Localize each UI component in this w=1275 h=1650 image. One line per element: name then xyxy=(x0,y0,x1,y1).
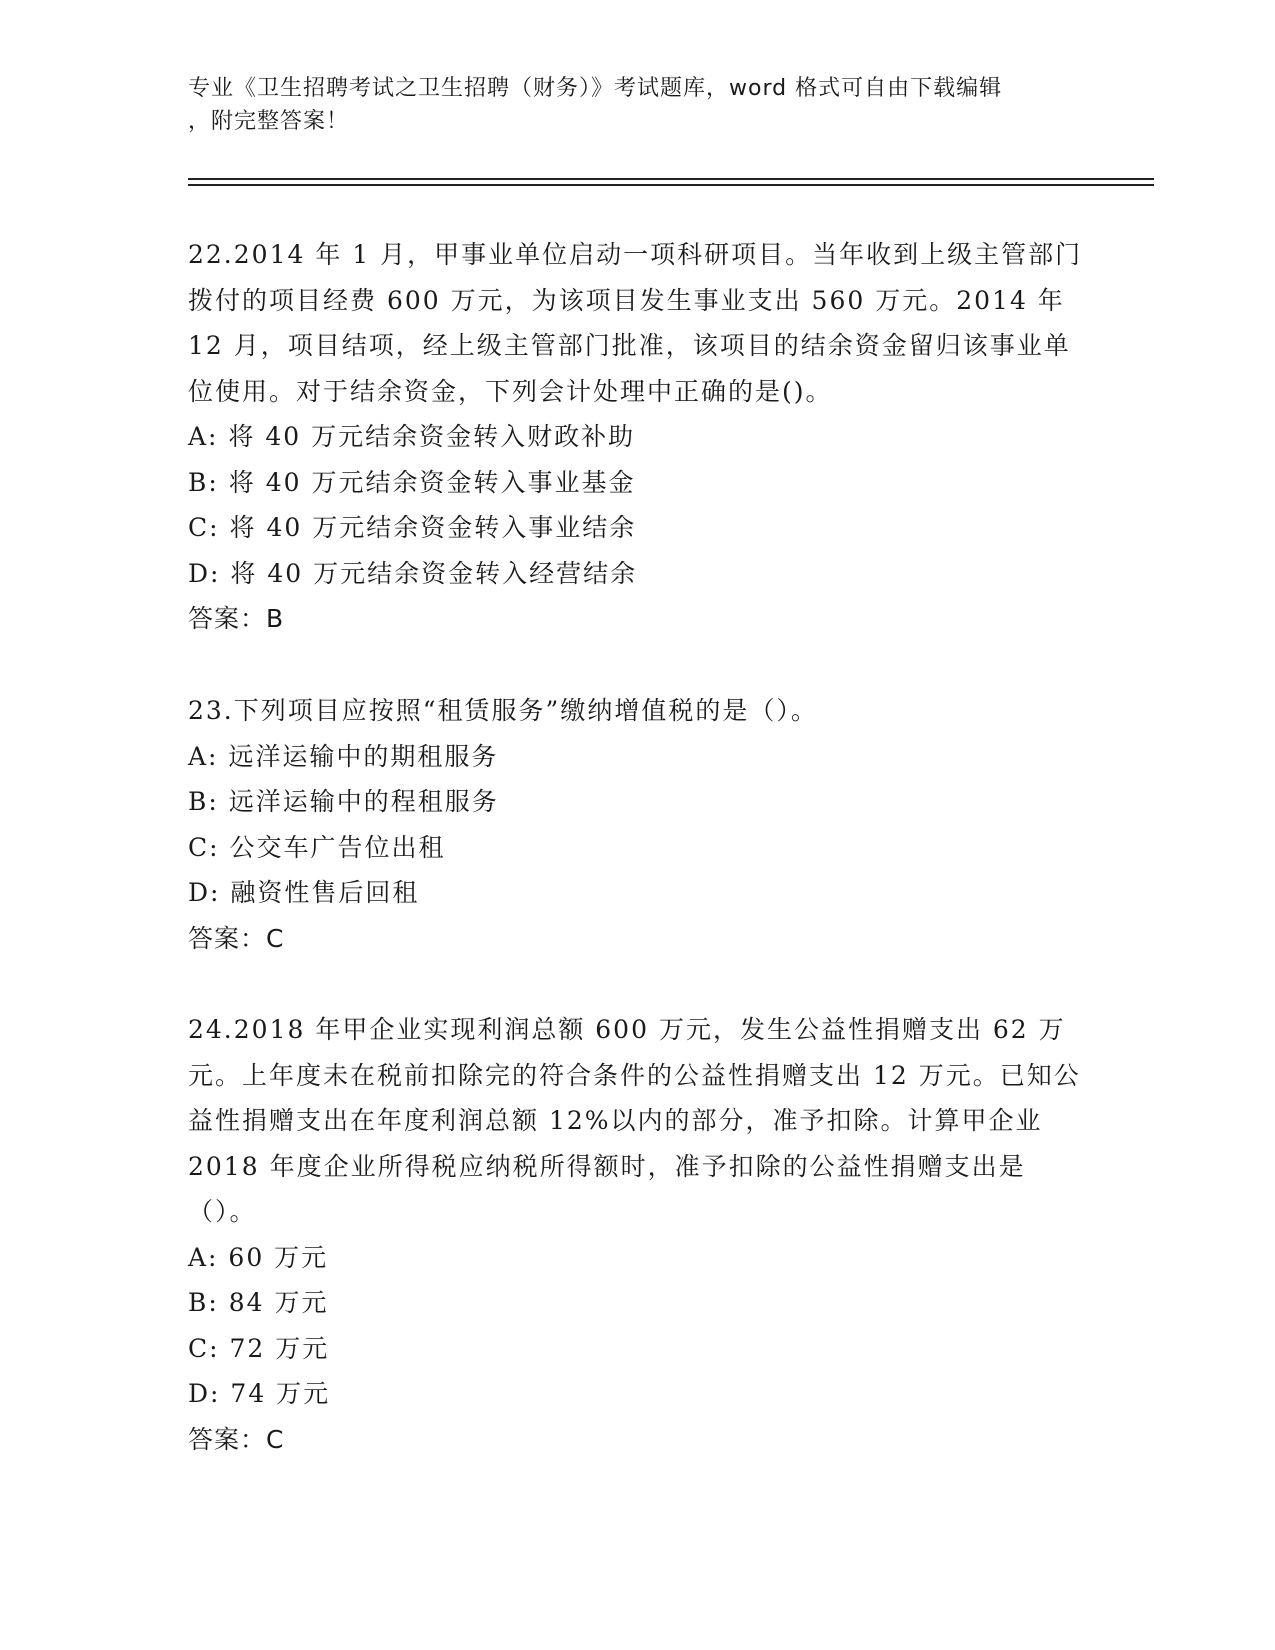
question-text: 22.2014 年 1 月，甲事业单位启动一项科研项目。当年收到上级主管部门拨付的项目经费 600 万元，为该项目发生事业支出 560 万元。2014 年 12 月，项目结项，经上级主管部门批准，该项目的结余资金留归该事业单位使用。对于结余资金，下列会计处理中正确的是()。 xyxy=(188,240,1083,406)
header-line-2: ，附完整答案！ xyxy=(188,109,350,134)
option-a: A: 将 40 万元结余资金转入财政补助 xyxy=(188,422,636,451)
option-d: D: 将 40 万元结余资金转入经营结余 xyxy=(188,558,638,588)
option-b: B: 将 40 万元结余资金转入事业基金 xyxy=(188,467,636,497)
option-d: D: 融资性售后回租 xyxy=(188,878,420,907)
document-header xyxy=(188,72,1088,138)
option-c: C: 72 万元 xyxy=(188,1333,330,1363)
question-text: 23.下列项目应按照“租赁服务”缴纳增值税的是（）。 xyxy=(188,696,818,725)
question-22 xyxy=(188,232,1088,642)
header-line-1: 专业《卫生招聘考试之卫生招聘（财务）》考试题库，word 格式可自由下载编辑 xyxy=(188,76,1003,101)
question-24 xyxy=(188,1007,1088,1462)
option-d: D: 74 万元 xyxy=(188,1379,331,1408)
header-divider-top xyxy=(188,178,1154,180)
answer: 答案：C xyxy=(188,923,285,953)
header-divider-bottom xyxy=(188,184,1154,186)
option-c: C: 公交车广告位出租 xyxy=(188,832,446,862)
question-23 xyxy=(188,688,1088,961)
option-b: B: 84 万元 xyxy=(188,1288,329,1317)
option-c: C: 将 40 万元结余资金转入事业结余 xyxy=(188,513,637,542)
answer: 答案：C xyxy=(188,1424,285,1454)
question-text: 24.2018 年甲企业实现利润总额 600 万元，发生公益性捐赠支出 62 万元。上年度未在税前扣除完的符合条件的公益性捐赠支出 12 万元。已知公益性捐赠支出在年度利润总额 12%以内的部分，准予扣除。计算甲企业 2018 年度企业所得税应纳税所得额时，准予扣除的公益性捐赠支出是（）。 xyxy=(188,1015,1081,1226)
option-a: A: 60 万元 xyxy=(188,1242,329,1272)
option-a: A: 远洋运输中的期租服务 xyxy=(188,741,499,771)
answer: 答案：B xyxy=(188,604,285,633)
option-b: B: 远洋运输中的程租服务 xyxy=(188,787,499,816)
